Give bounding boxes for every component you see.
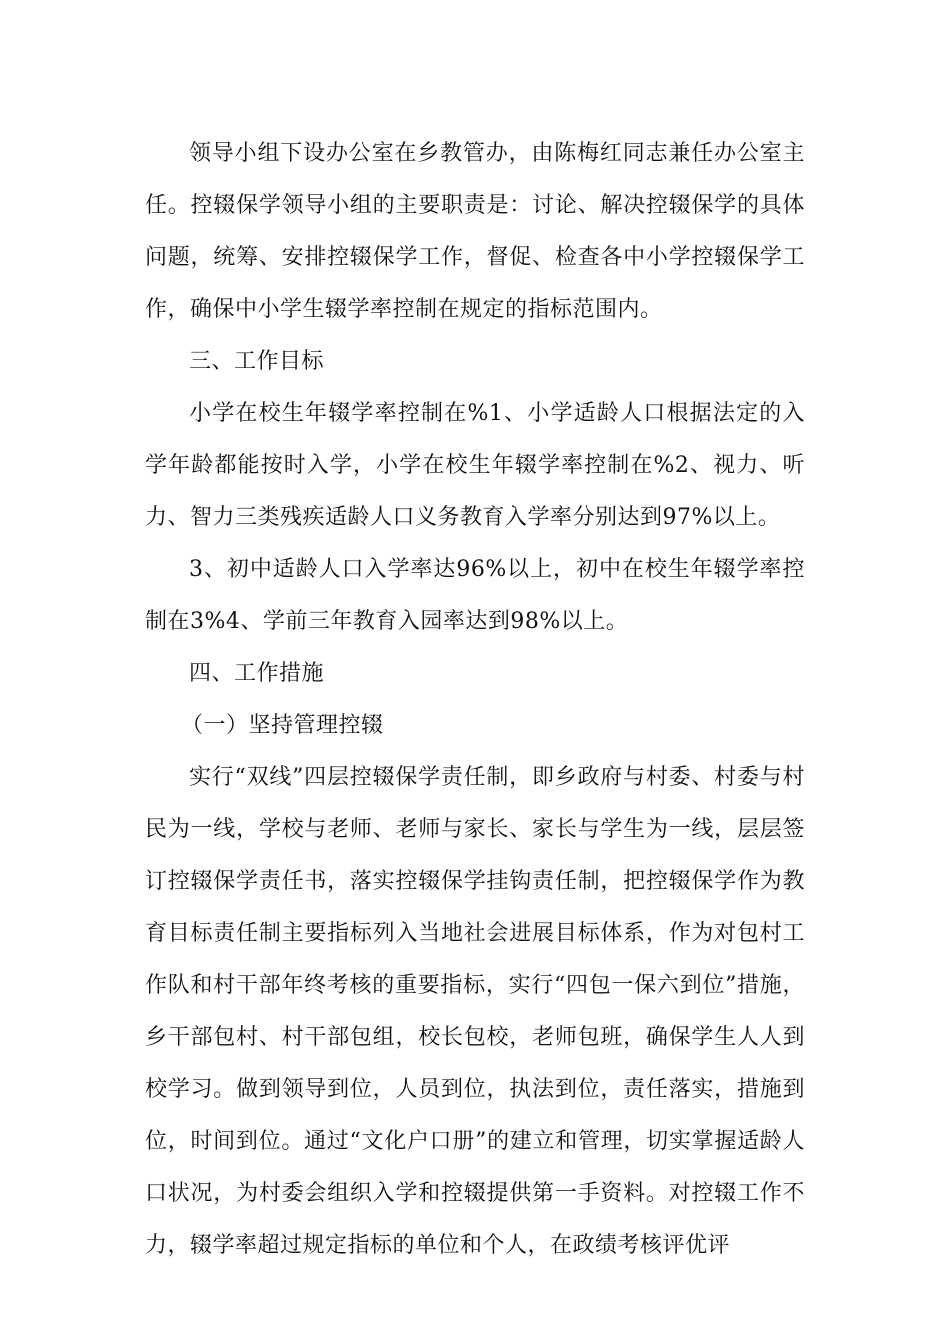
subsection-heading-management: （一）坚持管理控辍 — [181, 713, 384, 738]
section-heading-measures: 四、工作措施 — [189, 661, 325, 686]
document-page — [145, 128, 805, 1272]
paragraph-goals-middle: 3、初中适龄人口入学率达96%以上，初中在校生年辍学率控制在3%4、学前三年教育入园率达到98%以上。 — [145, 557, 805, 634]
paragraph-goals-primary: 小学在校生年辍学率控制在%1、小学适龄人口根据法定的入学年龄都能按时入学，小学在校生年辍学率控制在%2、视力、听力、智力三类残疾适龄人口义务教育入学率分别达到97%以上。 — [145, 401, 805, 530]
paragraph-office-duties: 领导小组下设办公室在乡教管办，由陈梅红同志兼任办公室主任。控辍保学领导小组的主要职责是：讨论、解决控辍保学的具体问题，统筹、安排控辍保学工作，督促、检查各中小学控辍保学工作，确保中小学生辍学率控制在规定的指标范围内。 — [145, 141, 805, 322]
paragraph-management-details: 实行“双线”四层控辍保学责任制，即乡政府与村委、村委与村民为一线，学校与老师、老师与家长、家长与学生为一线，层层签订控辍保学责任书，落实控辍保学挂钩责任制，把控辍保学作为教育目标责任制主要指标列入当地社会进展目标体系，作为对包村工作队和村干部年终考核的重要指标，实行“四包一保六到位”措施，乡干部包村、村干部包组，校长包校，老师包班，确保学生人人到校学习。做到领导到位，人员到位，执法到位，责任落实，措施到位，时间到位。通过“文化户口册”的建立和管理，切实掌握适龄人口状况，为村委会组织入学和控辍提供第一手资料。对控辍工作不力，辍学率超过规定指标的单位和个人，在政绩考核评优评 — [145, 765, 805, 1258]
section-heading-goals: 三、工作目标 — [189, 349, 325, 374]
